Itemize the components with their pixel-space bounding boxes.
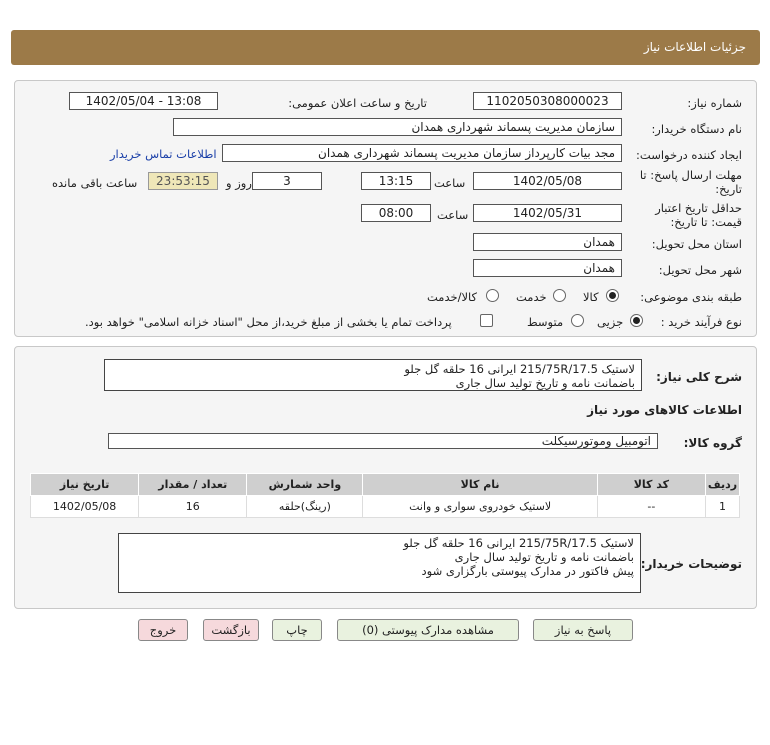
reply-button[interactable]: پاسخ به نیاز	[533, 619, 633, 641]
summary-label: شرح کلی نیاز:	[656, 370, 742, 384]
col-unit: واحد شمارش	[247, 474, 363, 496]
need-number-field[interactable]: 1102050308000023	[473, 92, 622, 110]
summary-line-2: باضمانت نامه و تاریخ تولید سال جاری	[455, 376, 635, 390]
process-radio-medium[interactable]	[571, 314, 584, 327]
summary-line-1: لاستیک 215/75R/17.5 ایرانی 16 حلقه گل جلو	[404, 362, 635, 376]
buyer-contact-link[interactable]: اطلاعات تماس خریدار	[110, 147, 217, 161]
creator-field[interactable]: مجد بیات کارپرداز سازمان مدیریت پسماند شهرداری همدان	[222, 144, 622, 162]
summary-box	[104, 359, 642, 391]
category-radio-both[interactable]	[486, 289, 499, 302]
deadline-time-label: ساعت	[434, 176, 466, 190]
attachments-button[interactable]: مشاهده مدارک پیوستی (0)	[337, 619, 519, 641]
cell-qty: 16	[139, 496, 247, 518]
validity-label-date: قیمت: تا تاریخ:	[670, 215, 742, 229]
category-option-goods: کالا	[583, 290, 599, 304]
announce-label: تاریخ و ساعت اعلان عمومی:	[288, 96, 427, 110]
days-field[interactable]: 3	[252, 172, 322, 190]
validity-label: حداقل تاریخ اعتبار	[655, 201, 742, 215]
exit-button[interactable]: خروج	[138, 619, 188, 641]
buyer-notes-line-3: پیش فاکتور در مدارک پیوستی بارگزاری شود	[421, 564, 634, 578]
need-number-label: شماره نیاز:	[687, 96, 742, 110]
buyer-label: نام دستگاه خریدار:	[651, 122, 742, 136]
process-option-minor: جزیی	[597, 315, 624, 329]
page-header	[11, 30, 760, 65]
deadline-label: مهلت ارسال پاسخ: تا	[639, 168, 742, 182]
col-date: تاریخ نیاز	[31, 474, 139, 496]
col-row: ردیف	[705, 474, 739, 496]
goods-table-header	[31, 474, 740, 496]
category-radio-service[interactable]	[553, 289, 566, 302]
validity-date-field[interactable]: 1402/05/31	[473, 204, 622, 222]
validity-time-field[interactable]: 08:00	[361, 204, 431, 222]
days-label: روز و	[226, 176, 252, 190]
province-label: استان محل تحویل:	[651, 237, 742, 251]
deadline-date-field[interactable]: 1402/05/08	[473, 172, 622, 190]
city-label: شهر محل تحویل:	[658, 263, 742, 277]
province-field[interactable]: همدان	[473, 233, 622, 251]
category-radio-goods[interactable]	[606, 289, 619, 302]
deadline-label-date: تاریخ:	[715, 182, 742, 196]
goods-group-field[interactable]: اتومبیل وموتورسیکلت	[108, 433, 658, 449]
category-option-service: خدمت	[516, 290, 547, 304]
col-name: نام کالا	[363, 474, 597, 496]
buyer-notes-line-1: لاستیک 215/75R/17.5 ایرانی 16 حلقه گل جلو	[403, 536, 634, 550]
treasury-checkbox[interactable]	[480, 314, 493, 327]
col-code: کد کالا	[597, 474, 705, 496]
payment-note: پرداخت تمام یا بخشی از مبلغ خرید،از محل "اسناد خزانه اسلامی" خواهد بود.	[85, 315, 452, 329]
validity-time-label: ساعت	[437, 208, 469, 222]
page-title: جزئیات اطلاعات نیاز	[643, 40, 746, 54]
back-button[interactable]: بازگشت	[203, 619, 259, 641]
process-radio-minor[interactable]	[630, 314, 643, 327]
buyer-notes-line-2: باضمانت نامه و تاریخ تولید سال جاری	[454, 550, 634, 564]
category-label: طبقه بندی موضوعی:	[640, 290, 742, 304]
city-field[interactable]: همدان	[473, 259, 622, 277]
buyer-field[interactable]: سازمان مدیریت پسماند شهرداری همدان	[173, 118, 622, 136]
goods-table	[30, 473, 740, 518]
announce-date-field[interactable]: 1402/05/04 - 13:08	[69, 92, 218, 110]
deadline-time-field[interactable]: 13:15	[361, 172, 431, 190]
remaining-label: ساعت باقی مانده	[52, 176, 138, 190]
cell-row: 1	[705, 496, 739, 518]
buyer-notes-label: توضیحات خریدار:	[640, 557, 742, 571]
goods-group-label: گروه کالا:	[683, 436, 742, 450]
cell-unit: (رینگ)حلقه	[247, 496, 363, 518]
creator-label: ایجاد کننده درخواست:	[636, 148, 742, 162]
goods-section-title: اطلاعات کالاهای مورد نیاز	[587, 403, 742, 417]
process-option-medium: متوسط	[527, 315, 564, 329]
print-button[interactable]: چاپ	[272, 619, 322, 641]
cell-name: لاستیک خودروی سواری و وانت	[363, 496, 597, 518]
cell-code: --	[597, 496, 705, 518]
cell-date: 1402/05/08	[31, 496, 139, 518]
process-label: نوع فرآیند خرید :	[660, 315, 742, 329]
table-row	[31, 496, 740, 518]
col-qty: تعداد / مقدار	[139, 474, 247, 496]
buyer-notes-box	[118, 533, 641, 593]
category-option-both: کالا/خدمت	[427, 290, 478, 304]
remaining-time-field: 23:53:15	[148, 172, 218, 190]
